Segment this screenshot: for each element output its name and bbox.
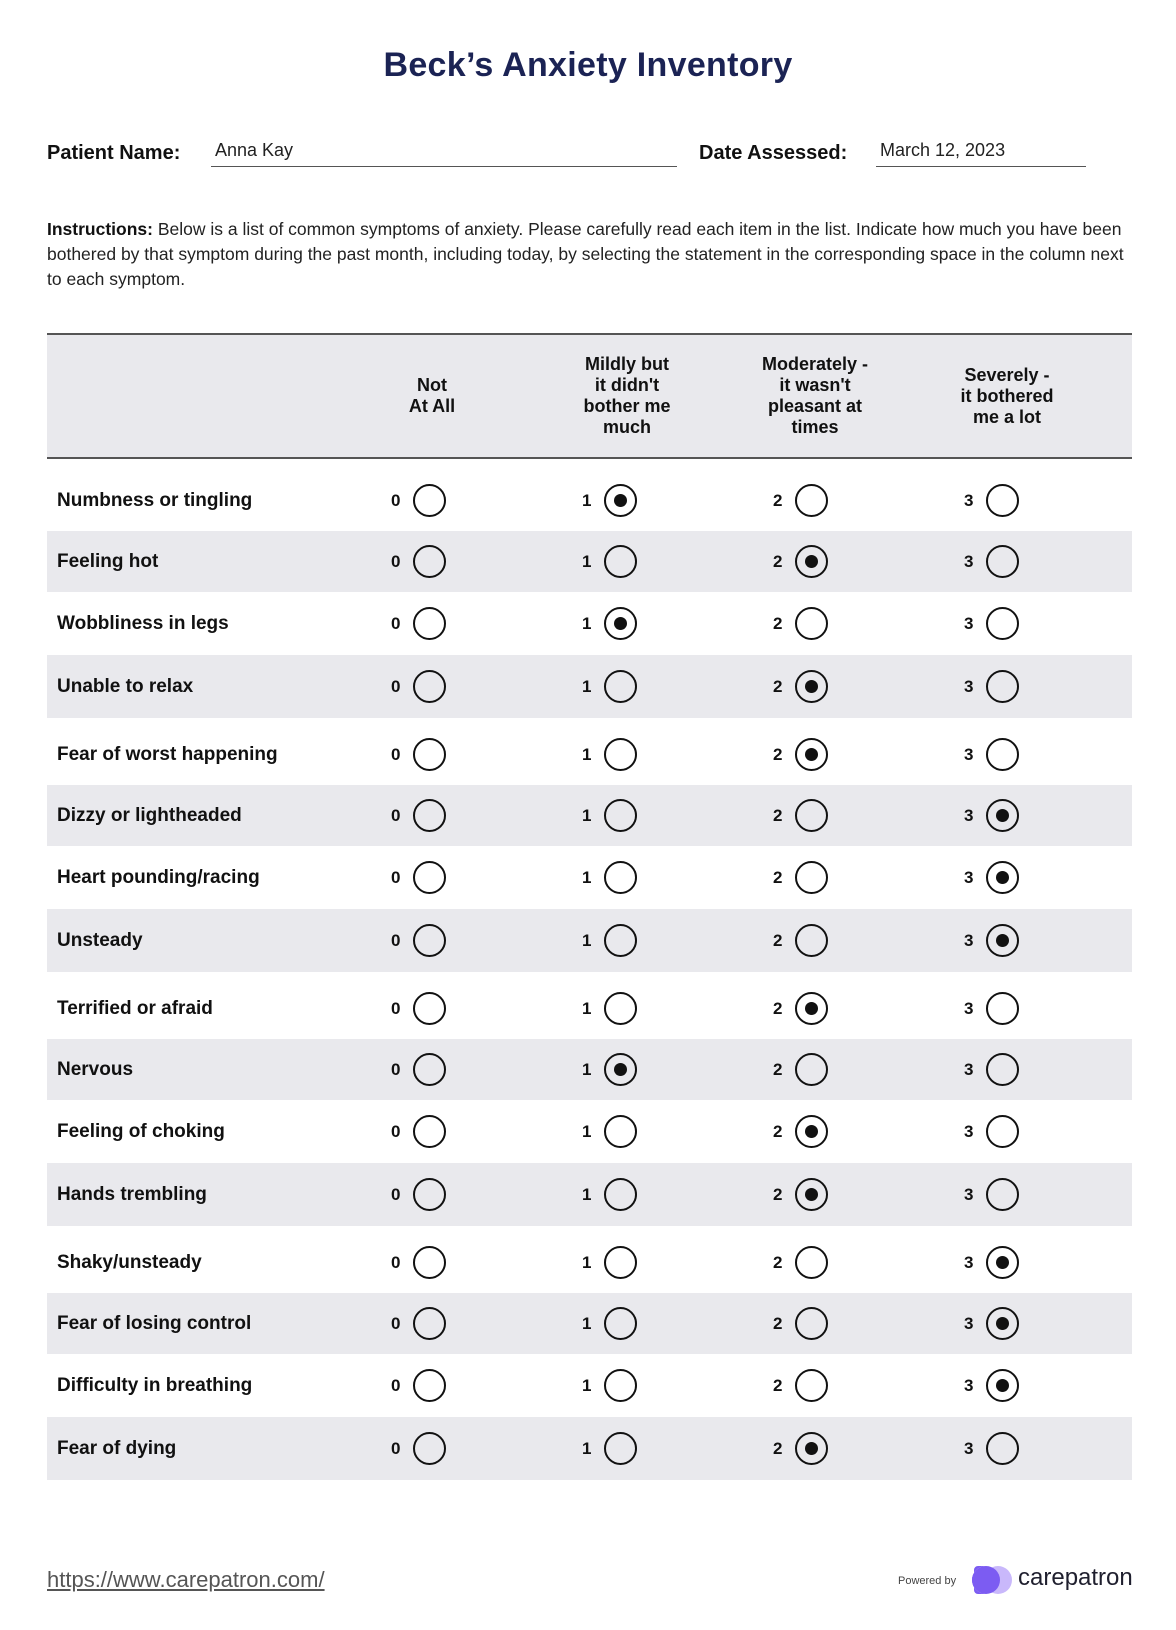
symptom-label: Fear of losing control bbox=[57, 1313, 252, 1334]
score-option[interactable] bbox=[773, 1039, 828, 1100]
table-row bbox=[47, 1101, 1132, 1162]
radio-unselected[interactable] bbox=[413, 1053, 446, 1086]
score-option[interactable] bbox=[582, 723, 637, 786]
column-header-moderately: Moderately - it wasn't pleasant at times bbox=[761, 354, 869, 437]
radio-unselected[interactable] bbox=[604, 1115, 637, 1148]
score-option[interactable] bbox=[582, 1417, 637, 1480]
score-option[interactable] bbox=[582, 1039, 637, 1100]
score-number: 3 bbox=[964, 998, 974, 1018]
radio-selected[interactable] bbox=[795, 670, 828, 703]
score-option[interactable] bbox=[391, 531, 446, 592]
radio-selected[interactable] bbox=[795, 1178, 828, 1211]
radio-unselected[interactable] bbox=[604, 738, 637, 771]
patient-name-label: Patient Name: bbox=[47, 142, 181, 164]
radio-unselected[interactable] bbox=[795, 1246, 828, 1279]
score-number: 0 bbox=[391, 1375, 401, 1395]
score-number: 0 bbox=[391, 551, 401, 571]
radio-selected[interactable] bbox=[986, 1307, 1019, 1340]
score-number: 1 bbox=[582, 1121, 592, 1141]
radio-unselected[interactable] bbox=[413, 1432, 446, 1465]
score-number: 1 bbox=[582, 676, 592, 696]
table-row bbox=[47, 1355, 1132, 1416]
score-option[interactable] bbox=[773, 1101, 828, 1162]
symptom-label: Unsteady bbox=[57, 930, 143, 951]
instructions-lead: Instructions: bbox=[47, 219, 153, 239]
score-number: 0 bbox=[391, 1438, 401, 1458]
score-number: 2 bbox=[773, 998, 783, 1018]
symptom-label: Fear of worst happening bbox=[57, 744, 278, 765]
radio-selected[interactable] bbox=[986, 924, 1019, 957]
radio-unselected[interactable] bbox=[604, 799, 637, 832]
score-option[interactable] bbox=[391, 785, 446, 846]
score-number: 0 bbox=[391, 1184, 401, 1204]
score-option[interactable] bbox=[964, 1355, 1019, 1416]
radio-unselected[interactable] bbox=[413, 1369, 446, 1402]
score-option[interactable] bbox=[964, 847, 1019, 908]
table-row bbox=[47, 655, 1132, 718]
symptom-label: Feeling hot bbox=[57, 551, 159, 572]
table-row bbox=[47, 1039, 1132, 1100]
radio-unselected[interactable] bbox=[986, 1178, 1019, 1211]
radio-unselected[interactable] bbox=[795, 1307, 828, 1340]
score-option[interactable] bbox=[582, 909, 637, 972]
score-option[interactable] bbox=[964, 785, 1019, 846]
score-option[interactable] bbox=[773, 593, 828, 654]
score-option[interactable] bbox=[391, 1039, 446, 1100]
table-row bbox=[47, 531, 1132, 592]
radio-selected[interactable] bbox=[795, 992, 828, 1025]
score-option[interactable] bbox=[773, 785, 828, 846]
symptom-label: Nervous bbox=[57, 1059, 134, 1080]
score-option[interactable] bbox=[582, 847, 637, 908]
radio-unselected[interactable] bbox=[795, 1369, 828, 1402]
score-number: 0 bbox=[391, 1059, 401, 1079]
score-option[interactable] bbox=[964, 977, 1019, 1040]
score-number: 1 bbox=[582, 744, 592, 764]
score-option[interactable] bbox=[391, 469, 446, 532]
score-number: 1 bbox=[582, 1059, 592, 1079]
instructions-text: Below is a list of common symptoms of anxiety. Please carefully read each item in the list. Indicate how much you have been bothered by that symptom during the past month, including today, by selecting the statement in the corresponding space in the column next to each symptom. bbox=[47, 219, 1124, 289]
score-option[interactable] bbox=[773, 1163, 828, 1226]
radio-unselected[interactable] bbox=[795, 924, 828, 957]
table-row bbox=[47, 1417, 1132, 1480]
score-option[interactable] bbox=[773, 655, 828, 718]
radio-unselected[interactable] bbox=[986, 992, 1019, 1025]
symptom-label: Difficulty in breathing bbox=[57, 1375, 253, 1396]
radio-unselected[interactable] bbox=[986, 1053, 1019, 1086]
score-number: 0 bbox=[391, 1313, 401, 1333]
score-number: 2 bbox=[773, 1059, 783, 1079]
symptom-label: Feeling of choking bbox=[57, 1121, 225, 1142]
radio-selected[interactable] bbox=[986, 1369, 1019, 1402]
score-option[interactable] bbox=[964, 593, 1019, 654]
powered-by-label: Powered by bbox=[898, 1575, 957, 1587]
radio-unselected[interactable] bbox=[413, 670, 446, 703]
score-option[interactable] bbox=[582, 977, 637, 1040]
score-option[interactable] bbox=[964, 1293, 1019, 1354]
score-option[interactable] bbox=[582, 469, 637, 532]
radio-unselected[interactable] bbox=[986, 670, 1019, 703]
radio-unselected[interactable] bbox=[413, 1307, 446, 1340]
score-option[interactable] bbox=[773, 1293, 828, 1354]
symptom-label: Terrified or afraid bbox=[57, 998, 213, 1019]
score-number: 3 bbox=[964, 1121, 974, 1141]
score-number: 1 bbox=[582, 1438, 592, 1458]
table-row bbox=[47, 785, 1132, 846]
score-number: 1 bbox=[582, 930, 592, 950]
table-row bbox=[47, 593, 1132, 654]
score-option[interactable] bbox=[391, 723, 446, 786]
table-row bbox=[47, 847, 1132, 908]
score-number: 3 bbox=[964, 490, 974, 510]
score-option[interactable] bbox=[964, 469, 1019, 532]
radio-unselected[interactable] bbox=[413, 861, 446, 894]
score-number: 2 bbox=[773, 1375, 783, 1395]
radio-unselected[interactable] bbox=[604, 861, 637, 894]
radio-unselected[interactable] bbox=[986, 738, 1019, 771]
score-number: 0 bbox=[391, 613, 401, 633]
radio-selected[interactable] bbox=[986, 1246, 1019, 1279]
score-number: 2 bbox=[773, 551, 783, 571]
score-number: 1 bbox=[582, 805, 592, 825]
radio-unselected[interactable] bbox=[986, 1432, 1019, 1465]
radio-unselected[interactable] bbox=[413, 992, 446, 1025]
score-number: 1 bbox=[582, 1313, 592, 1333]
radio-unselected[interactable] bbox=[413, 607, 446, 640]
score-number: 3 bbox=[964, 1313, 974, 1333]
score-option[interactable] bbox=[582, 655, 637, 718]
radio-selected[interactable] bbox=[795, 1115, 828, 1148]
score-option[interactable] bbox=[964, 1417, 1019, 1480]
score-number: 0 bbox=[391, 1252, 401, 1272]
radio-unselected[interactable] bbox=[986, 1115, 1019, 1148]
score-number: 2 bbox=[773, 1313, 783, 1333]
radio-unselected[interactable] bbox=[604, 1178, 637, 1211]
score-number: 0 bbox=[391, 676, 401, 696]
score-number: 2 bbox=[773, 930, 783, 950]
score-number: 1 bbox=[582, 613, 592, 633]
column-header-mildly: Mildly but it didn't bother me much bbox=[583, 354, 671, 437]
score-option[interactable] bbox=[773, 847, 828, 908]
score-option[interactable] bbox=[391, 1417, 446, 1480]
score-number: 2 bbox=[773, 490, 783, 510]
radio-unselected[interactable] bbox=[604, 1432, 637, 1465]
radio-unselected[interactable] bbox=[986, 484, 1019, 517]
symptom-label: Fear of dying bbox=[57, 1438, 177, 1459]
radio-unselected[interactable] bbox=[413, 545, 446, 578]
score-number: 2 bbox=[773, 1184, 783, 1204]
page-title: Beck’s Anxiety Inventory bbox=[383, 46, 793, 84]
score-option[interactable] bbox=[582, 785, 637, 846]
score-number: 0 bbox=[391, 744, 401, 764]
score-option[interactable] bbox=[391, 847, 446, 908]
score-number: 3 bbox=[964, 805, 974, 825]
radio-selected[interactable] bbox=[604, 607, 637, 640]
score-number: 2 bbox=[773, 1252, 783, 1272]
radio-unselected[interactable] bbox=[604, 992, 637, 1025]
radio-unselected[interactable] bbox=[795, 1053, 828, 1086]
score-number: 3 bbox=[964, 1184, 974, 1204]
patient-name-field[interactable]: Anna Kay bbox=[211, 140, 677, 167]
score-number: 1 bbox=[582, 867, 592, 887]
score-number: 2 bbox=[773, 1438, 783, 1458]
footer-url-link[interactable]: https://www.carepatron.com/ bbox=[47, 1567, 325, 1592]
score-number: 1 bbox=[582, 1375, 592, 1395]
score-option[interactable] bbox=[391, 1231, 446, 1294]
score-number: 2 bbox=[773, 805, 783, 825]
radio-selected[interactable] bbox=[795, 738, 828, 771]
score-option[interactable] bbox=[582, 1293, 637, 1354]
radio-unselected[interactable] bbox=[795, 484, 828, 517]
score-option[interactable] bbox=[964, 531, 1019, 592]
score-option[interactable] bbox=[773, 977, 828, 1040]
table-row bbox=[47, 1293, 1132, 1354]
score-option[interactable] bbox=[391, 1101, 446, 1162]
score-option[interactable] bbox=[773, 723, 828, 786]
radio-unselected[interactable] bbox=[604, 1307, 637, 1340]
score-option[interactable] bbox=[391, 1293, 446, 1354]
score-option[interactable] bbox=[391, 909, 446, 972]
score-number: 3 bbox=[964, 867, 974, 887]
score-option[interactable] bbox=[391, 1163, 446, 1226]
score-number: 1 bbox=[582, 998, 592, 1018]
score-number: 2 bbox=[773, 676, 783, 696]
table-row bbox=[47, 723, 1132, 786]
radio-unselected[interactable] bbox=[604, 924, 637, 957]
radio-unselected[interactable] bbox=[413, 924, 446, 957]
score-option[interactable] bbox=[582, 1355, 637, 1416]
score-option[interactable] bbox=[391, 655, 446, 718]
score-option[interactable] bbox=[773, 909, 828, 972]
score-number: 3 bbox=[964, 613, 974, 633]
column-header-not-at-all: Not At All bbox=[408, 375, 456, 416]
carepatron-logo-icon bbox=[968, 1564, 1014, 1596]
score-option[interactable] bbox=[964, 723, 1019, 786]
score-number: 1 bbox=[582, 1184, 592, 1204]
symptom-label: Numbness or tingling bbox=[57, 490, 253, 511]
score-option[interactable] bbox=[773, 531, 828, 592]
instructions bbox=[47, 217, 1132, 292]
radio-unselected[interactable] bbox=[413, 738, 446, 771]
score-option[interactable] bbox=[964, 1231, 1019, 1294]
symptom-label: Dizzy or lightheaded bbox=[57, 805, 242, 826]
table-row bbox=[47, 469, 1132, 532]
score-option[interactable] bbox=[391, 977, 446, 1040]
table-row bbox=[47, 909, 1132, 972]
score-number: 0 bbox=[391, 490, 401, 510]
radio-unselected[interactable] bbox=[604, 1246, 637, 1279]
table-row bbox=[47, 977, 1132, 1040]
score-option[interactable] bbox=[964, 909, 1019, 972]
radio-selected[interactable] bbox=[986, 861, 1019, 894]
score-option[interactable] bbox=[391, 593, 446, 654]
score-option[interactable] bbox=[582, 1231, 637, 1294]
radio-selected[interactable] bbox=[604, 484, 637, 517]
score-option[interactable] bbox=[964, 655, 1019, 718]
radio-selected[interactable] bbox=[986, 799, 1019, 832]
table-row bbox=[47, 1231, 1132, 1294]
radio-unselected[interactable] bbox=[795, 799, 828, 832]
score-number: 1 bbox=[582, 1252, 592, 1272]
score-number: 3 bbox=[964, 930, 974, 950]
score-number: 2 bbox=[773, 867, 783, 887]
score-number: 1 bbox=[582, 490, 592, 510]
symptom-table bbox=[47, 333, 1132, 1484]
score-option[interactable] bbox=[964, 1039, 1019, 1100]
score-number: 3 bbox=[964, 551, 974, 571]
score-option[interactable] bbox=[773, 1355, 828, 1416]
radio-unselected[interactable] bbox=[413, 1246, 446, 1279]
radio-selected[interactable] bbox=[795, 1432, 828, 1465]
score-option[interactable] bbox=[582, 1101, 637, 1162]
column-header-severely: Severely - it bothered me a lot bbox=[960, 364, 1054, 427]
score-number: 0 bbox=[391, 998, 401, 1018]
radio-unselected[interactable] bbox=[413, 1115, 446, 1148]
score-option[interactable] bbox=[773, 1231, 828, 1294]
score-number: 2 bbox=[773, 613, 783, 633]
score-option[interactable] bbox=[964, 1163, 1019, 1226]
radio-unselected[interactable] bbox=[795, 861, 828, 894]
score-number: 3 bbox=[964, 1438, 974, 1458]
score-number: 3 bbox=[964, 1375, 974, 1395]
radio-unselected[interactable] bbox=[986, 607, 1019, 640]
score-number: 3 bbox=[964, 1252, 974, 1272]
date-assessed-label: Date Assessed: bbox=[699, 142, 848, 164]
table-body bbox=[47, 459, 1132, 1484]
symptom-label: Wobbliness in legs bbox=[57, 613, 229, 634]
symptom-label: Heart pounding/racing bbox=[57, 867, 260, 888]
radio-unselected[interactable] bbox=[413, 799, 446, 832]
score-number: 2 bbox=[773, 1121, 783, 1141]
radio-unselected[interactable] bbox=[604, 545, 637, 578]
score-number: 0 bbox=[391, 805, 401, 825]
score-number: 3 bbox=[964, 1059, 974, 1079]
radio-unselected[interactable] bbox=[413, 1178, 446, 1211]
score-option[interactable] bbox=[582, 531, 637, 592]
score-number: 1 bbox=[582, 551, 592, 571]
carepatron-logo-text: carepatron bbox=[1018, 1564, 1133, 1591]
date-assessed-field[interactable]: March 12, 2023 bbox=[876, 140, 1086, 167]
score-number: 0 bbox=[391, 1121, 401, 1141]
radio-unselected[interactable] bbox=[604, 670, 637, 703]
score-option[interactable] bbox=[964, 1101, 1019, 1162]
score-option[interactable] bbox=[582, 1163, 637, 1226]
radio-unselected[interactable] bbox=[604, 1369, 637, 1402]
score-option[interactable] bbox=[391, 1355, 446, 1416]
radio-unselected[interactable] bbox=[795, 607, 828, 640]
radio-unselected[interactable] bbox=[413, 484, 446, 517]
table-header bbox=[47, 333, 1132, 459]
score-number: 3 bbox=[964, 676, 974, 696]
score-number: 0 bbox=[391, 930, 401, 950]
score-option[interactable] bbox=[582, 593, 637, 654]
symptom-label: Hands trembling bbox=[57, 1184, 207, 1205]
radio-selected[interactable] bbox=[604, 1053, 637, 1086]
table-row bbox=[47, 1163, 1132, 1226]
symptom-label: Shaky/unsteady bbox=[57, 1252, 202, 1273]
score-option[interactable] bbox=[773, 469, 828, 532]
radio-selected[interactable] bbox=[795, 545, 828, 578]
score-option[interactable] bbox=[773, 1417, 828, 1480]
score-number: 3 bbox=[964, 744, 974, 764]
radio-unselected[interactable] bbox=[986, 545, 1019, 578]
score-number: 0 bbox=[391, 867, 401, 887]
score-number: 2 bbox=[773, 744, 783, 764]
symptom-label: Unable to relax bbox=[57, 676, 194, 697]
